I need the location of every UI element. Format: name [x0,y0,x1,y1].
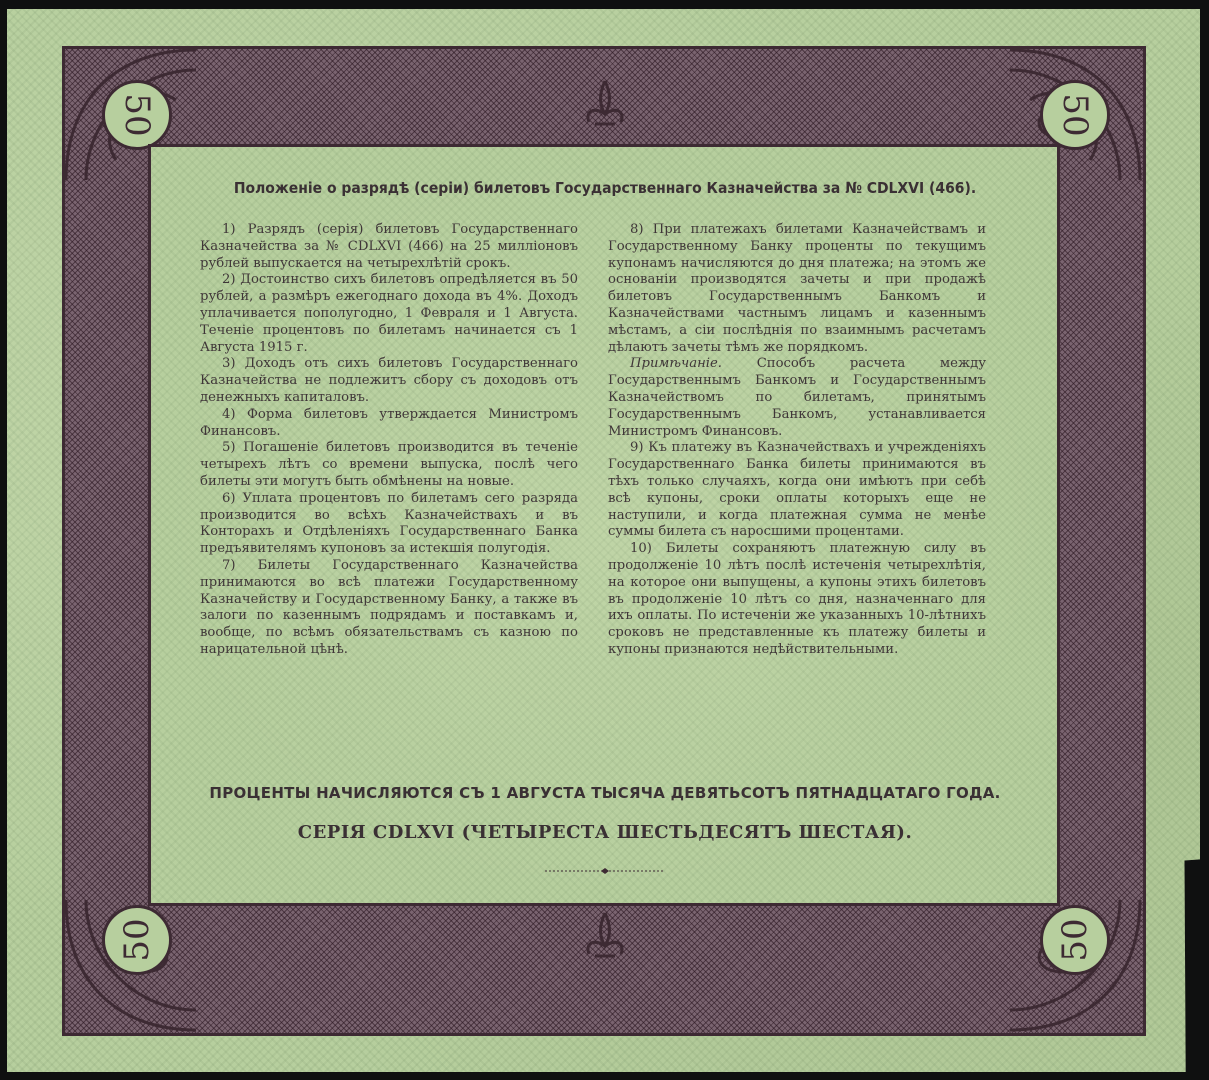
clause-6: 6) Уплата процентовъ по билетамъ сего разряда производится во всѣхъ Казначействахъ и въ Конторахъ и Отдѣленiяхъ Государственнаго Банка предъявителямъ купоновъ за истекшiя полугодiя. [200,490,578,557]
decorative-divider [545,868,665,874]
fleur-de-lis-ornament-top [575,76,635,136]
clause-4: 4) Форма билетовъ утверждается Министромъ Финансовъ. [200,406,578,439]
denomination-medallion-top-left: 50 [102,80,172,150]
fleur-de-lis-ornament-bottom [575,908,635,968]
clause-9: 9) Къ платежу въ Казначействахъ и учрежденiяхъ Государственнаго Банка билеты принимаются въ тѣхъ только случаяхъ, когда они имѣютъ при себѣ всѣ купоны, сроки оплаты которыхъ еще не наступили, и когда платежная сумма не менѣе суммы билета съ наросшими процентами. [608,440,986,540]
note-text: Способъ расчета между Государственнымъ Банкомъ и Государственнымъ Казначействомъ по билетамъ, принятымъ Государственнымъ Банкомъ, устанавливается Министромъ Финансовъ. [608,356,986,439]
clause-5: 5) Погашенiе билетовъ производится въ теченiе четырехъ лѣтъ со времени выпуска, послѣ чего билеты эти могутъ быть обмѣнены на новые. [200,440,578,489]
interest-start-line: ПРОЦЕНТЫ НАЧИСЛЯЮТСЯ СЪ 1 АВГУСТА ТЫСЯЧА ДЕВЯТЬСОТЪ ПЯТНАДЦАТАГО ГОДА. [209,784,1001,802]
denomination-medallion-bottom-left: 50 [102,905,172,975]
series-line: СЕРIЯ CDLXVI (ЧЕТЫРЕСТА ШЕСТЬДЕСЯТЪ ШЕСТАЯ). [297,822,913,843]
clause-3: 3) Доходъ отъ сихъ билетовъ Государственнаго Казначейства не подлежитъ сбору съ доходовъ отъ денежныхъ капиталовъ. [200,356,578,405]
clause-10: 10) Билеты сохраняютъ платежную силу въ продолженiе 10 лѣтъ послѣ истеченiя четырехлѣтiя, на которое они выпущены, а купоны этихъ билетовъ въ продолженiе 10 лѣтъ со дня, назначеннаго для ихъ оплаты. По истеченiи же указанныхъ 10-лѣтнихъ сроковъ не представленные къ платежу билеты и купоны признаются недѣйствительными. [608,541,986,657]
note-label: Примѣчанiе. [630,356,722,372]
left-text-column [200,222,578,659]
clause-1: 1) Разрядъ (серiя) билетовъ Государственнаго Казначейства за № CDLXVI (466) на 25 миллiоновъ рублей выпускается на четырехлѣтiй срокъ. [200,222,578,271]
document-title: Положенiе о разрядѣ (серiи) билетовъ Государственнаго Казначейства за № CDLXVI (466). [233,179,977,197]
clause-2: 2) Достоинство сихъ билетовъ опредѣляется въ 50 рублей, а размѣръ ежегоднаго дохода въ 4%. Доходъ уплачивается пополугодно, 1 Февраля и 1 Августа. Теченiе процентовъ по билетамъ начинается съ 1 Августа 1915 г. [200,272,578,355]
denomination-medallion-top-right: 50 [1040,80,1110,150]
clause-7: 7) Билеты Государственнаго Казначейства принимаются во всѣ платежи Государственному Казначейству и Государственному Банку, а также въ залоги по казеннымъ подрядамъ и поставкамъ и, вообще, по всѣмъ обязательствамъ съ казною по нарицательной цѣнѣ. [200,557,578,657]
clause-8: 8) При платежахъ билетами Казначействамъ и Государственному Банку проценты по текущимъ купонамъ начисляются до дня платежа; на этомъ же основанiи производятся зачеты и при продажѣ билетовъ Государственнымъ Банкомъ и Казначействами частнымъ лицамъ и казеннымъ мѣстамъ, а сiи послѣднiя по взаимнымъ расчетамъ дѣлаютъ зачеты тѣмъ же порядкомъ. [608,222,986,355]
clause-note [608,356,986,440]
denomination-medallion-bottom-right: 50 [1040,905,1110,975]
right-text-column [608,222,986,659]
